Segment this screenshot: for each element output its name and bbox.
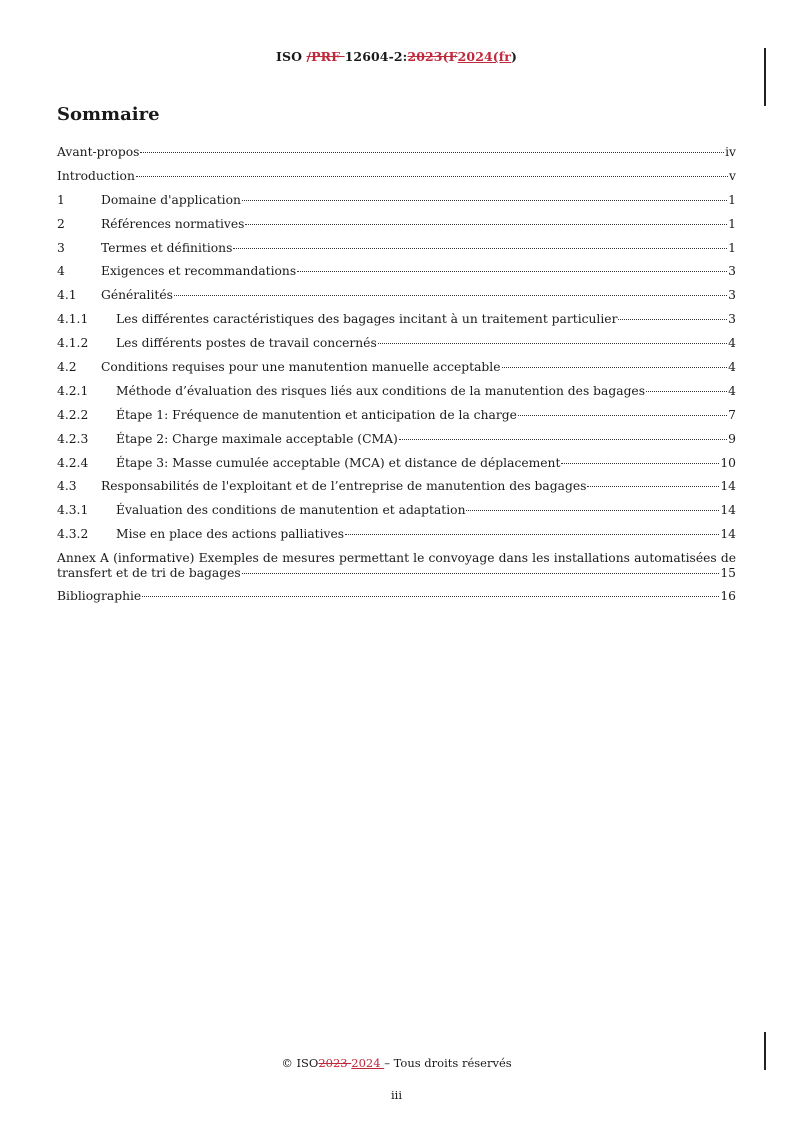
toc-entry[interactable] [57, 527, 736, 551]
toc-entry-title: Étape 3: Masse cumulée acceptable (MCA) et distance de déplacement [116, 455, 561, 470]
toc-entry[interactable] [57, 432, 736, 456]
toc-dot-leader [297, 271, 727, 272]
toc-entry[interactable] [57, 145, 736, 169]
toc-entry-title: Étape 1: Fréquence de manutention et anticipation de la charge [116, 407, 517, 422]
page-title: Sommaire [57, 104, 160, 125]
header-prefix: ISO [276, 49, 307, 64]
toc-entry-page: 1 [728, 216, 736, 231]
toc-entry-page: 3 [728, 288, 736, 303]
toc-entry[interactable] [57, 503, 736, 527]
toc-entry-page: 10 [720, 455, 736, 470]
toc-entry[interactable] [57, 288, 736, 312]
annex-title-line2-row [57, 566, 736, 581]
toc-entry-number: 1 [57, 192, 65, 207]
toc-entry[interactable] [57, 456, 736, 480]
toc-entry-number: 4.3.2 [57, 527, 89, 542]
toc-dot-leader [242, 573, 720, 574]
toc-entry[interactable] [57, 193, 736, 217]
toc-entry-title: Responsabilités de l'exploitant et de l’entreprise de manutention des bagages [101, 479, 587, 494]
toc-entry-page: 4 [728, 360, 736, 375]
toc-dot-leader [233, 248, 727, 249]
toc-entry-title: Les différents postes de travail concernés [116, 336, 377, 351]
header-deleted-year: 2023(F [407, 49, 458, 64]
toc-entry-title: Avant-propos [57, 145, 140, 159]
toc-entry-title: Étape 2: Charge maximale acceptable (CMA) [116, 431, 398, 446]
annex-page: 15 [720, 566, 736, 581]
toc-entry[interactable] [57, 360, 736, 384]
toc-entry-page: iv [725, 145, 736, 159]
annex-title-line2: transfert et de tri de bagages [57, 566, 241, 581]
toc-dot-leader [242, 200, 727, 201]
toc-entry-title: Généralités [101, 288, 173, 303]
toc-entry-title: Conditions requises pour une manutention manuelle acceptable [101, 360, 501, 375]
toc-entry-number: 4.2 [57, 360, 77, 375]
toc-entry-page: 14 [720, 503, 736, 518]
toc-entry-number: 4.1.1 [57, 312, 89, 327]
toc-entry-number: 4.1 [57, 288, 77, 303]
toc-entry-title: Méthode d’évaluation des risques liés aux conditions de la manutention des bagages [116, 383, 646, 398]
toc-entry-bibliography[interactable] [57, 589, 736, 613]
toc-entry-number: 4.3 [57, 479, 77, 494]
toc-entry[interactable] [57, 312, 736, 336]
toc-dot-leader [399, 439, 727, 440]
toc-dot-leader [136, 176, 728, 177]
toc-dot-leader [561, 463, 719, 464]
toc-entry-title: Évaluation des conditions de manutention et adaptation [116, 503, 466, 518]
toc-entry[interactable] [57, 264, 736, 288]
toc-entry-number: 4 [57, 264, 65, 279]
toc-entry-page: 7 [728, 407, 736, 422]
toc-entry-title: Les différentes caractéristiques des bagages incitant à un traitement particulier [116, 312, 618, 327]
toc-dot-leader [587, 486, 719, 487]
toc-entry-number: 3 [57, 240, 65, 255]
toc-entry-page: 14 [720, 527, 736, 542]
toc-entry-number: 4.1.2 [57, 336, 89, 351]
toc-dot-leader [502, 367, 728, 368]
toc-entry-title: Exigences et recommandations [101, 264, 297, 279]
toc-entry-page: 4 [728, 383, 736, 398]
annex-title-line1: Annex A (informative) Exemples de mesures permettant le convoyage dans les installations automatisées de [57, 551, 736, 566]
toc-entry-number: 4.2.2 [57, 407, 89, 422]
toc-entry[interactable] [57, 336, 736, 360]
toc-entry-number: 4.3.1 [57, 503, 89, 518]
toc-entry-page: 1 [728, 192, 736, 207]
toc-entry[interactable] [57, 408, 736, 432]
toc-dot-leader [378, 343, 727, 344]
toc-dot-leader [174, 295, 727, 296]
toc-entry-number: 4.2.1 [57, 383, 89, 398]
copyright-footer [0, 1056, 793, 1070]
toc-entry-title: Termes et définitions [101, 240, 233, 255]
toc-entry[interactable] [57, 384, 736, 408]
toc-dot-leader [466, 510, 719, 511]
page-number: iii [390, 1088, 403, 1102]
toc-dot-leader [618, 319, 727, 320]
toc-entry-page: 3 [728, 264, 736, 279]
toc-entry-title: Mise en place des actions palliatives [116, 527, 345, 542]
bibliography-page: 16 [720, 589, 736, 604]
document-header [0, 49, 793, 64]
toc-dot-leader [345, 534, 719, 535]
toc-entry-title: Domaine d'application [101, 192, 241, 207]
toc-entry-page: v [729, 168, 736, 183]
toc-entry-number: 4.2.4 [57, 455, 89, 470]
toc-entry-number: 4.2.3 [57, 431, 89, 446]
footer-inserted-year: 2024 [351, 1056, 385, 1070]
table-of-contents [57, 145, 736, 613]
toc-entry-page: 3 [728, 312, 736, 327]
toc-entry-number: 2 [57, 216, 65, 231]
toc-entry-page: 4 [728, 336, 736, 351]
toc-entry-title: Introduction [57, 168, 135, 183]
toc-entry[interactable] [57, 169, 736, 193]
toc-entry-page: 9 [728, 431, 736, 446]
toc-entry[interactable] [57, 241, 736, 265]
footer-suffix: – Tous droits réservés [384, 1056, 512, 1070]
toc-entry[interactable] [57, 217, 736, 241]
toc-dot-leader [646, 391, 727, 392]
header-number: 12604-2: [344, 49, 408, 64]
footer-prefix: © ISO [281, 1056, 319, 1070]
toc-dot-leader [142, 596, 719, 597]
toc-dot-leader [140, 152, 724, 153]
toc-entry[interactable] [57, 479, 736, 503]
header-suffix: ) [510, 49, 517, 64]
toc-dot-leader [518, 415, 727, 416]
header-deleted-prf: /PRF [306, 49, 345, 64]
toc-entry-page: 14 [720, 479, 736, 494]
toc-entry-page: 1 [728, 240, 736, 255]
bibliography-title: Bibliographie [57, 589, 142, 604]
toc-entry-title: Références normatives [101, 216, 245, 231]
footer-deleted-year: 2023 [318, 1056, 352, 1070]
toc-dot-leader [245, 224, 727, 225]
toc-entry-annex[interactable] [57, 551, 736, 589]
header-inserted-year: 2024(fr [457, 49, 511, 64]
